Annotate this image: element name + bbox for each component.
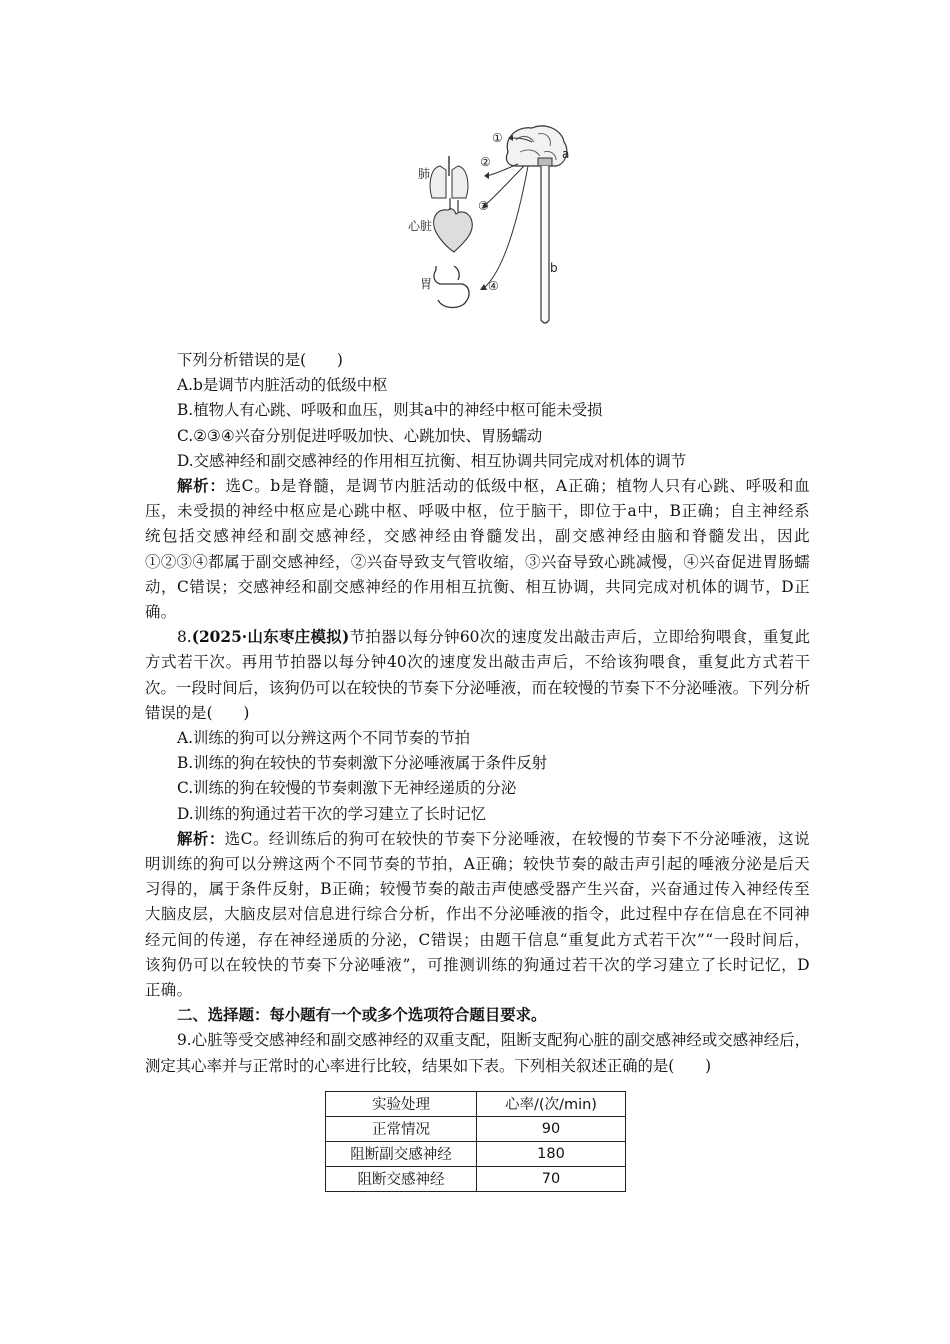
table-cell: 90 xyxy=(477,1116,626,1141)
q8-option-a: A.训练的狗可以分辨这两个不同节奏的节拍 xyxy=(177,729,471,748)
q7-option-c: C.②③④兴奋分别促进呼吸加快、心跳加快、胃肠蠕动 xyxy=(177,426,543,445)
table-row xyxy=(326,1116,626,1141)
circle-3-label: ③ xyxy=(478,199,489,213)
q8-stem-text: 节拍器以每分钟60次的速度发出敲击声后，立即给狗喂食，重复此方式若干次。再用节拍器以每分钟40次的速度发出敲击声后，不给该狗喂食，重复此方式若干次。一段时间后，该狗仍可以在较快的节奏下分泌唾液，而在较慢的节奏下不分泌唾液。下列分析错误的是( ) xyxy=(145,628,810,722)
q8-stem xyxy=(145,625,810,726)
label-lung: 肺 xyxy=(418,167,431,181)
circle-4-label: ④ xyxy=(488,279,499,293)
table-header-row xyxy=(326,1091,626,1116)
q7-option-d: D.交感神经和副交感神经的作用相互抗衡、相互协调共同完成对机体的调节 xyxy=(177,451,687,470)
q8-number: 8. xyxy=(177,628,192,647)
circle-2-label: ② xyxy=(480,155,491,169)
q8-analysis xyxy=(145,827,810,1003)
q8-analysis-text: 选C。经训练后的狗可在较快的节奏下分泌唾液，在较慢的节奏下不分泌唾液，这说明训练的狗可以分辨这两个不同节奏的节拍，A正确；较快节奏的敲击声引起的唾液分泌是后天习得的，属于条件反射，B正确；较慢节奏的敲击声使感受器产生兴奋，兴奋通过传入神经传至大脑皮层，大脑皮层对信息进行综合分析，作出不分泌唾液的指令，此过程中存在信息在不同神经元间的传递，存在神经递质的分泌，C错误；由题干信息“重复此方式若干次”“一段时间后，该狗仍可以在较快的节奏下分泌唾液”，可推测训练的狗通过若干次的学习建立了长时记忆，D正确。 xyxy=(145,829,811,1000)
q8-option-d: D.训练的狗通过若干次的学习建立了长时记忆 xyxy=(177,804,487,823)
label-stomach: 胃 xyxy=(420,277,433,291)
q9-stem: 9.心脏等受交感神经和副交感神经的双重支配，阻断支配狗心脏的副交感神经或交感神经后，测定其心率并与正常时的心率进行比较，结果如下表。下列相关叙述正确的是( ) xyxy=(145,1031,810,1075)
label-b: b xyxy=(550,261,558,275)
q8-option-c: C.训练的狗在较慢的节奏刺激下无神经递质的分泌 xyxy=(177,779,517,798)
table-cell: 正常情况 xyxy=(326,1116,477,1141)
brainstem-a xyxy=(538,158,552,166)
q8-option-b: B.训练的狗在较快的节奏刺激下分泌唾液属于条件反射 xyxy=(177,754,548,773)
q7-analysis-label: 解析： xyxy=(177,477,226,496)
heart-shape xyxy=(434,209,473,252)
nervous-system-figure xyxy=(400,120,590,330)
label-heart: 心脏 xyxy=(408,219,433,233)
question-content xyxy=(145,348,810,1192)
table-row xyxy=(326,1166,626,1191)
q7-analysis xyxy=(145,474,810,625)
q8-source: (2025·山东枣庄模拟) xyxy=(191,628,350,647)
nervous-system-diagram xyxy=(400,120,590,330)
q7-stem: 下列分析错误的是( ) xyxy=(177,351,343,369)
table-cell: 180 xyxy=(477,1141,626,1166)
heart-rate-table xyxy=(325,1091,626,1192)
q7-analysis-text: 选C。b是脊髓，是调节内脏活动的低级中枢，A正确；植物人只有心跳、呼吸和血压，未受损的神经中枢应是心跳中枢、呼吸中枢，位于脑干，即位于a中，B正确；自主神经系统包括交感神经和副交感神经，交感神经由脊髓发出，副交感神经由脑和脊髓发出，因此①②③④都属于副交感神经，②兴奋导致支气管收缩，③兴奋导致心跳减慢，④兴奋促进胃肠蠕动，C错误；交感神经和副交感神经的作用相互抗衡、相互协调，共同完成对机体的调节，D正确。 xyxy=(145,477,810,622)
spinal-cord-b xyxy=(541,166,549,323)
table-cell: 阻断副交感神经 xyxy=(326,1141,477,1166)
q8-analysis-label: 解析： xyxy=(177,829,225,848)
circle-1-label: ① xyxy=(492,131,503,145)
table-header-cell: 心率/(次/min) xyxy=(477,1091,626,1116)
table-cell: 阻断交感神经 xyxy=(326,1166,477,1191)
q7-option-b: B.植物人有心跳、呼吸和血压，则其a中的神经中枢可能未受损 xyxy=(177,401,603,420)
table-header-cell: 实验处理 xyxy=(326,1091,477,1116)
brain-shape xyxy=(506,126,566,166)
table-row xyxy=(326,1141,626,1166)
label-a: a xyxy=(562,147,570,161)
stomach-shape xyxy=(434,266,469,307)
q7-option-a: A.b是调节内脏活动的低级中枢 xyxy=(177,376,388,395)
table-cell: 70 xyxy=(477,1166,626,1191)
section-2-heading: 二、选择题：每小题有一个或多个选项符合题目要求。 xyxy=(177,1006,547,1025)
